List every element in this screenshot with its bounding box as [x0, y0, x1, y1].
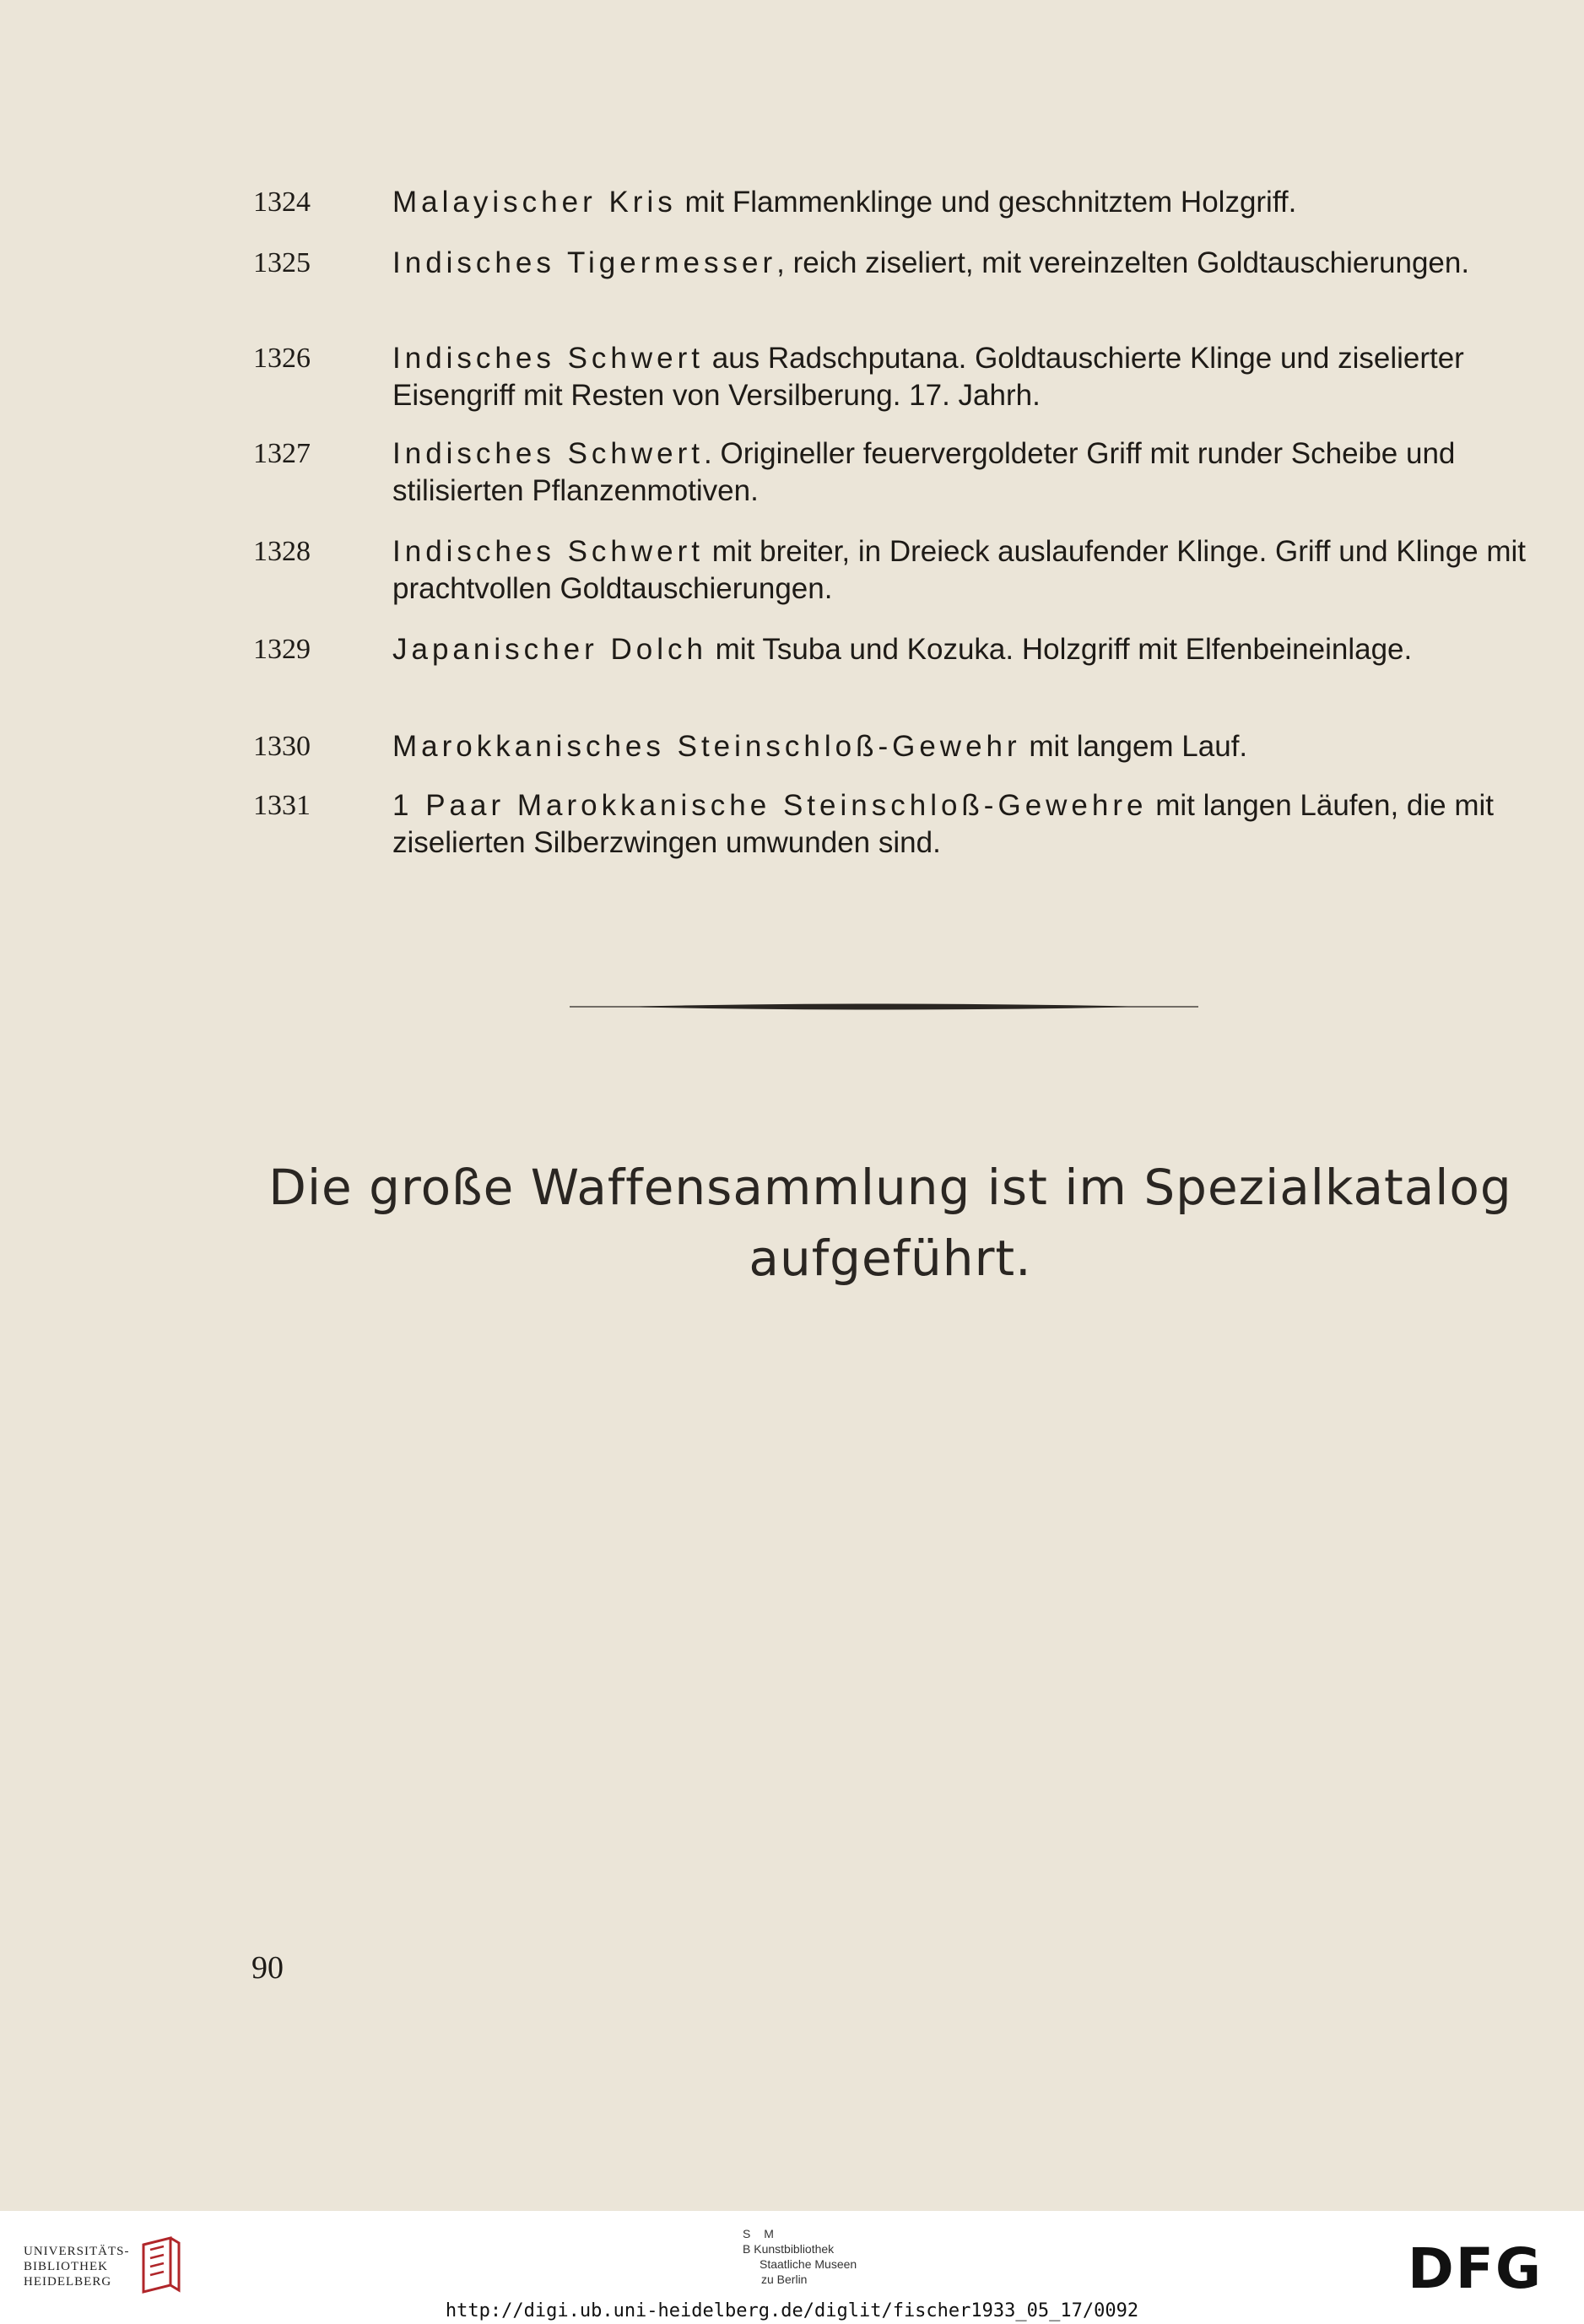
- page-number: 90: [251, 1950, 284, 1986]
- institution-line: B Kunstbibliothek: [743, 2242, 835, 2256]
- entry-title: Japanischer Dolch: [392, 633, 707, 666]
- catalog-entry-1328: [253, 533, 1536, 608]
- catalog-entry-1327: [253, 435, 1536, 510]
- institution-line: Staatliche Museen: [760, 2257, 857, 2271]
- entry-title: Indisches Schwert: [392, 342, 705, 375]
- entry-text: aus Radschputana. Goldtauschierte Klinge und ziselierter Eisengriff mit Resten von Versilberung. 17. Jahrh.: [392, 342, 1464, 412]
- university-library-logo[interactable]: [24, 2236, 182, 2297]
- catalog-entry-1330: [253, 728, 1536, 765]
- catalog-entry-1324: [253, 184, 1536, 221]
- entry-text: mit langen Läufen, die mit ziselierten Silberzwingen umwunden sind.: [392, 789, 1494, 859]
- entry-text: mit langem Lauf.: [1020, 730, 1248, 763]
- library-mark-icon: [137, 2236, 182, 2297]
- library-name: [24, 2244, 130, 2289]
- library-name-line: HEIDELBERG: [24, 2275, 112, 2289]
- catalog-entry-1325: [253, 245, 1536, 282]
- entry-number: 1330: [253, 731, 311, 762]
- dfg-logo[interactable]: DFG: [1408, 2236, 1543, 2301]
- entry-text: . Origineller feuervergoldeter Griff mit runder Scheibe und stilisierten Pflanzenmotiven.: [392, 437, 1456, 507]
- catalog-entry-1329: [253, 631, 1536, 668]
- entry-description: [392, 245, 1536, 282]
- entry-description: [392, 787, 1536, 862]
- entry-number: 1324: [253, 186, 311, 218]
- library-name-line: UNIVERSITÄTS-: [24, 2245, 130, 2258]
- digitization-footer: [0, 2211, 1584, 2324]
- permalink-url[interactable]: http://digi.ub.uni-heidelberg.de/diglit/fischer1933_05_17/0092: [445, 2300, 1139, 2321]
- entry-title: Indisches Schwert: [392, 437, 705, 470]
- entry-title: Marokkanisches Steinschloß-Gewehr: [392, 730, 1021, 763]
- catalog-entry-1331: [253, 787, 1536, 862]
- entry-number: 1327: [253, 438, 311, 469]
- entry-description: [392, 340, 1536, 414]
- institution-line: zu Berlin: [761, 2273, 808, 2286]
- entry-number: 1328: [253, 536, 311, 567]
- section-heading: Die große Waffensammlung ist im Spezialkatalog aufgeführt.: [268, 1159, 1512, 1287]
- entry-description: [392, 728, 1536, 765]
- catalog-entry-1326: [253, 340, 1536, 414]
- entry-title: Indisches Schwert: [392, 535, 705, 568]
- entry-title: 1 Paar Marokkanische Steinschloß-Gewehre: [392, 789, 1148, 822]
- entry-text: mit Flammenklinge und geschnitztem Holzgriff.: [676, 186, 1297, 219]
- entry-number: 1331: [253, 790, 311, 821]
- entry-description: [392, 533, 1536, 608]
- institution-logo[interactable]: [743, 2226, 857, 2287]
- entry-text: mit breiter, in Dreieck auslaufender Klinge. Griff und Klinge mit prachtvollen Goldtauschierungen.: [392, 535, 1527, 605]
- entry-title: Malayischer Kris: [392, 186, 677, 219]
- entry-number: 1325: [253, 247, 311, 278]
- entry-description: [392, 184, 1536, 221]
- entry-title: Indisches Tigermesser: [392, 246, 777, 279]
- sm-mark: S M: [743, 2227, 779, 2240]
- entry-number: 1329: [253, 634, 311, 665]
- entry-number: 1326: [253, 343, 311, 374]
- entry-text: mit Tsuba und Kozuka. Holzgriff mit Elfenbeineinlage.: [706, 633, 1413, 666]
- library-name-line: BIBLIOTHEK: [24, 2260, 108, 2273]
- entry-description: [392, 631, 1536, 668]
- entry-text: , reich ziseliert, mit vereinzelten Goldtauschierungen.: [776, 246, 1470, 279]
- entry-description: [392, 435, 1536, 510]
- ornamental-divider: [570, 1002, 1198, 1012]
